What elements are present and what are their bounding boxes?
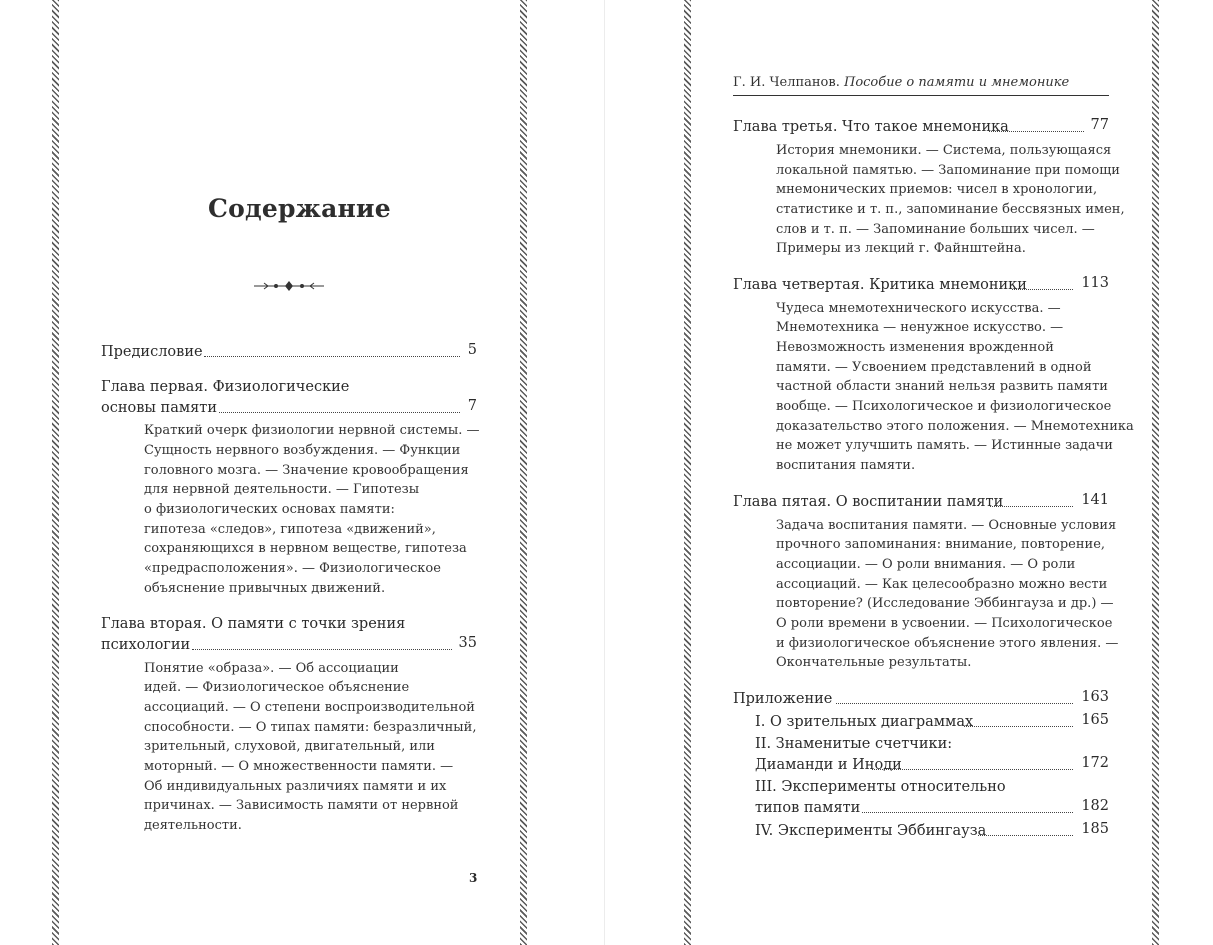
toc-entry-title: IV. Эксперименты Эббингауза	[755, 823, 987, 839]
toc-entry-title-line2: психологии	[101, 637, 191, 653]
toc-entry-page: 5	[467, 342, 477, 358]
spine-divider	[604, 0, 605, 945]
summary-line: и физиологическое объяснение этого явления. —	[776, 636, 1119, 651]
summary-line: повторение? (Исследование Эббингауза и др.) —	[776, 596, 1114, 611]
leader-dots	[219, 412, 460, 413]
summary-line: О роли времени в усвоении. — Психологическое	[776, 616, 1113, 631]
toc-entry-title-line2: основы памяти	[101, 400, 217, 416]
toc-entry-page: 113	[1081, 275, 1109, 291]
summary-line: идей. — Физиологическое объяснение	[144, 680, 410, 695]
ornament-icon	[254, 280, 324, 292]
summary-line: локальной памятью. — Запоминание при помощи	[776, 163, 1120, 178]
summary-line: Понятие «образа». — Об ассоциации	[144, 661, 399, 676]
summary-line: деятельности.	[144, 818, 242, 833]
toc-entry-title: Глава четвертая. Критика мнемоники	[733, 277, 1027, 293]
summary-line: статистике и т. п., запоминание бессвязных имен,	[776, 202, 1125, 217]
leader-dots	[862, 812, 1073, 813]
toc-entry-title: I. О зрительных диаграммах	[755, 714, 974, 730]
right-page-outer-edge	[1152, 0, 1159, 945]
summary-line: Чудеса мнемотехнического искусства. —	[776, 301, 1061, 316]
summary-line: Краткий очерк физиологии нервной системы. —	[144, 423, 480, 438]
summary-line: мнемонических приемов: чисел в хронологии,	[776, 182, 1098, 197]
leader-dots	[204, 356, 460, 357]
summary-line: сохраняющихся в нервном веществе, гипотеза	[144, 541, 467, 556]
toc-entry-title-line1: II. Знаменитые счетчики:	[755, 736, 953, 752]
summary-line: памяти. — Усвоением представлений в одной	[776, 360, 1092, 375]
summary-line: воспитания памяти.	[776, 458, 916, 473]
toc-entry-page: 7	[467, 398, 477, 414]
toc-entry-page: 185	[1081, 821, 1109, 837]
summary-line: Примеры из лекций г. Файнштейна.	[776, 241, 1026, 256]
summary-line: прочного запоминания: внимание, повторение,	[776, 537, 1106, 552]
summary-line: слов и т. п. — Запоминание больших чисел. —	[776, 222, 1095, 237]
toc-entry-title: Глава пятая. О воспитании памяти	[733, 494, 1004, 510]
left-page-outer-edge	[52, 0, 59, 945]
leader-dots	[872, 769, 1073, 770]
summary-line: способности. — О типах памяти: безразличный,	[144, 720, 477, 735]
summary-line: «предрасположения». — Физиологическое	[144, 561, 441, 576]
leader-dots	[964, 726, 1073, 727]
toc-entry-title: Глава третья. Что такое мнемоника	[733, 119, 1009, 135]
leader-dots	[990, 506, 1073, 507]
toc-entry-page: 163	[1081, 689, 1109, 705]
leader-dots	[836, 703, 1073, 704]
toc-entry-title: Предисловие	[101, 344, 203, 360]
summary-line: моторный. — О множественности памяти. —	[144, 759, 454, 774]
leader-dots	[1012, 289, 1073, 290]
summary-line: о физиологических основах памяти:	[144, 502, 395, 517]
toc-entry-title: Приложение	[733, 691, 833, 707]
summary-line: ассоциаций. — Как целесообразно можно вести	[776, 577, 1108, 592]
summary-line: головного мозга. — Значение кровообращения	[144, 463, 469, 478]
toc-title: Содержание	[208, 194, 391, 223]
header-author: Г. И. Челпанов.	[733, 75, 840, 90]
leader-dots	[978, 835, 1073, 836]
summary-line: Сущность нервного возбуждения. — Функции	[144, 443, 461, 458]
summary-line: вообще. — Психологическое и физиологическое	[776, 399, 1112, 414]
summary-line: для нервной деятельности. — Гипотезы	[144, 482, 420, 497]
toc-entry-page: 182	[1081, 798, 1109, 814]
toc-entry-page: 165	[1081, 712, 1109, 728]
toc-entry-page: 35	[458, 635, 477, 651]
summary-line: объяснение привычных движений.	[144, 581, 386, 596]
toc-entry-page: 172	[1081, 755, 1109, 771]
header-rule	[733, 95, 1109, 96]
summary-line: доказательство этого положения. — Мнемотехника	[776, 419, 1134, 434]
summary-line: ассоциации. — О роли внимания. — О роли	[776, 557, 1076, 572]
toc-entry-page: 77	[1090, 117, 1109, 133]
summary-line: причинах. — Зависимость памяти от нервной	[144, 798, 459, 813]
running-header	[733, 75, 1069, 90]
toc-entry-page: 141	[1081, 492, 1109, 508]
right-page-inner-edge	[684, 0, 691, 945]
toc-entry-title-line2: типов памяти	[755, 800, 861, 816]
summary-line: ассоциаций. — О степени воспроизводительной	[144, 700, 475, 715]
toc-entry-title-line2: Диаманди и Иноди	[755, 757, 902, 773]
summary-line: Мнемотехника — ненужное искусство. —	[776, 320, 1064, 335]
summary-line: гипотеза «следов», гипотеза «движений»,	[144, 522, 436, 537]
summary-line: Об индивидуальных различиях памяти и их	[144, 779, 447, 794]
summary-line: не может улучшить память. — Истинные задачи	[776, 438, 1113, 453]
toc-entry-title-line1: Глава первая. Физиологические	[101, 379, 350, 395]
toc-entry-title-line1: III. Эксперименты относительно	[755, 779, 1006, 795]
toc-entry-title-line1: Глава вторая. О памяти с точки зрения	[101, 616, 406, 632]
summary-line: Задача воспитания памяти. — Основные условия	[776, 518, 1117, 533]
header-book-title: Пособие о памяти и мнемонике	[843, 75, 1070, 90]
summary-line: частной области знаний нельзя развить памяти	[776, 379, 1108, 394]
summary-line: Окончательные результаты.	[776, 655, 972, 670]
page-number: 3	[469, 871, 478, 885]
summary-line: История мнемоники. — Система, пользующаяся	[776, 143, 1112, 158]
summary-line: Невозможность изменения врожденной	[776, 340, 1054, 355]
left-page-inner-edge	[520, 0, 527, 945]
summary-line: зрительный, слуховой, двигательный, или	[144, 739, 435, 754]
leader-dots	[192, 649, 452, 650]
